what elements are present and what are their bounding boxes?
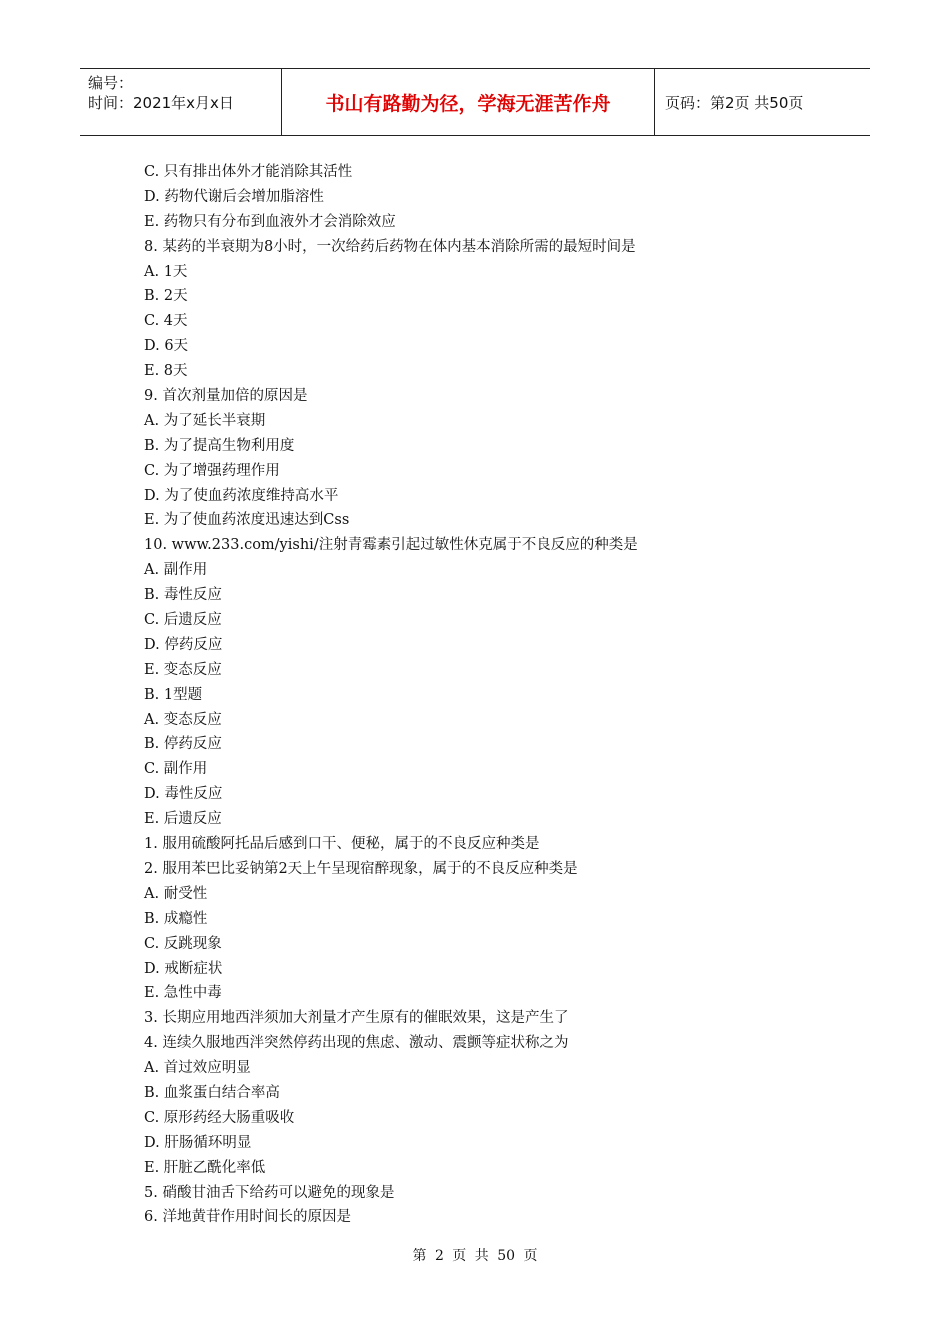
text-line: B. 成瘾性 xyxy=(144,910,208,927)
text-line: C. 后遗反应 xyxy=(144,612,222,629)
header-page-info: 页码：第2页 共50页 xyxy=(665,93,804,112)
text-line: E. 后遗反应 xyxy=(144,811,222,828)
page-header xyxy=(80,68,870,136)
text-line: B. 毒性反应 xyxy=(144,587,222,604)
text-line: D. 停药反应 xyxy=(144,636,223,653)
text-line: A. 变态反应 xyxy=(144,711,222,728)
text-line: B. 血浆蛋白结合率高 xyxy=(144,1084,280,1101)
text-line: D. 毒性反应 xyxy=(144,786,223,803)
text-line: 6. 洋地黄苷作用时间长的原因是 xyxy=(144,1209,351,1226)
text-line: C. 反跳现象 xyxy=(144,935,222,952)
page-footer: 第 2 页 共 50 页 xyxy=(412,1248,538,1264)
text-line: 9. 首次剂量加倍的原因是 xyxy=(144,388,308,405)
text-line: D. 为了使血药浓度维持高水平 xyxy=(144,487,339,504)
text-line: 10. www.233.com/yishi/注射青霉素引起过敏性休克属于不良反应的种类是 xyxy=(144,537,638,554)
document-body xyxy=(144,160,844,1230)
text-line: E. 肝脏乙酰化率低 xyxy=(144,1159,266,1176)
text-line: B. 为了提高生物利用度 xyxy=(144,437,295,454)
text-line: A. 副作用 xyxy=(144,562,208,579)
text-line: 2. 服用苯巴比妥钠第2天上午呈现宿醉现象，属于的不良反应种类是 xyxy=(144,860,578,877)
text-line: C. 原形药经大肠重吸收 xyxy=(144,1109,295,1126)
text-line: 5. 硝酸甘油舌下给药可以避免的现象是 xyxy=(144,1184,395,1201)
text-line: B. 停药反应 xyxy=(144,736,222,753)
text-line: C. 4天 xyxy=(144,313,188,330)
header-motto: 书山有路勤为径，学海无涯苦作舟 xyxy=(282,69,655,135)
text-line: 3. 长期应用地西泮须加大剂量才产生原有的催眠效果，这是产生了 xyxy=(144,1010,569,1027)
code-label: 编号： xyxy=(88,74,134,92)
text-line: E. 变态反应 xyxy=(144,661,222,678)
text-line: D. 肝肠循环明显 xyxy=(144,1134,252,1151)
text-line: 4. 连续久服地西泮突然停药出现的焦虑、激动、震颤等症状称之为 xyxy=(144,1035,569,1052)
text-line: C. 为了增强药理作用 xyxy=(144,462,280,479)
text-line: D. 戒断症状 xyxy=(144,960,223,977)
date-label: 时间：2021年x月x日 xyxy=(88,94,234,112)
text-line: D. 6天 xyxy=(144,338,189,355)
text-line: A. 首过效应明显 xyxy=(144,1060,251,1077)
header-left-cell xyxy=(80,69,282,135)
text-line: C. 副作用 xyxy=(144,761,208,778)
text-line: D. 药物代谢后会增加脂溶性 xyxy=(144,188,324,205)
text-line: E. 8天 xyxy=(144,363,188,380)
text-line: C. 只有排出体外才能消除其活性 xyxy=(144,164,353,180)
text-line: 8. 某药的半衰期为8小时，一次给药后药物在体内基本消除所需的最短时间是 xyxy=(144,238,636,255)
text-line: B. 1型题 xyxy=(144,686,203,703)
text-line: B. 2天 xyxy=(144,288,188,305)
text-line: E. 药物只有分布到血液外才会消除效应 xyxy=(144,213,396,230)
text-line: A. 为了延长半衰期 xyxy=(144,412,266,429)
text-line: A. 1天 xyxy=(144,263,188,280)
text-line: E. 急性中毒 xyxy=(144,985,222,1002)
text-line: E. 为了使血药浓度迅速达到Css xyxy=(144,512,350,529)
text-line: A. 耐受性 xyxy=(144,885,208,902)
text-line: 1. 服用硫酸阿托品后感到口干、便秘，属于的不良反应种类是 xyxy=(144,836,540,853)
